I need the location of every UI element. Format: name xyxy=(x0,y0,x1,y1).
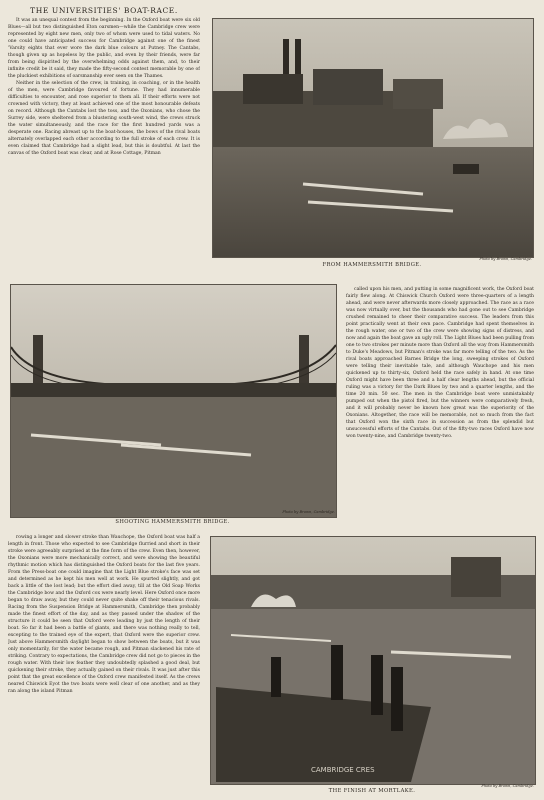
article-paragraph: rowing a longer and slower stroke than Wauchope, the Oxford boat was half a length in front. Those who expected to see Cambridge flurried and short in their stroke were agreeably surprised at the fine form of the crew. Even then, however, the Oxonians were more mechanically correct, and were showing the beautiful rhythmic motion which has distinguished the Oxford boats for the last five years. From the Press-boat one could imagine that the Light Blue stroke's face was set and determined as he kept his men well at work. He spurted slightly, and got back a little of the lost lead; but the effort died away, till at the Old Soap Works the Cambridge bow and the Oxford cox were nearly level. Here Oxford once more began to draw away, but they could never quite shake off their tenacious rivals. Racing from the Suspension Bridge at Hammersmith, Cambridge then probably made the finest effort of the day, and as they passed under the shadow of the structure it could be seen that Oxford were leading by just the length of their boat. So far it had been a battle of giants, and there was nothing really to tell, excepting to the trained eye of the expert, that Oxford were the superior crew. Just above Hammersmith daylight began to show between the boats, but it was only momentarily, for the water became rough, and Pitman slackened his rate of striking. Contrary to expectations, the Cambridge crew did not go to pieces in the rough water. With their low feather they undoubtedly splashed a good deal, but quickening their stroke, they actually gained on their rivals. It was just after this point that the great excellence of the Oxford crew manifested itself. As the crews neared Chiswick Eyot the two boats were well clear of one another, and as they ran along the island Pitman xyxy=(8,535,200,694)
article-paragraph: called upon his men, and putting in some magnificent work, the Oxford boat fairly flew along. At Chiswick Church Oxford were three-quarters of a length ahead, and were never afterwards more closely approached. The race as a race was now virtually over, but the thousands who had gone out to see Cambridge crushed remained to cheer their comparative success. The leaders from this point practically went at their own pace. Cambridge had spent themselves in the rough water, one or two of the crew were showing signs of distress, and now and again the boat gave an ugly roll. The Light Blues had been pulling from one to two strokes per minute more than Oxford all the way from Hammersmith to Duke's Meadows, but Pitman's stroke was far more telling of the two. As the rival boats approached Barnes Bridge the long, sweeping strokes of Oxford were telling their inevitable tale, and although Wauchope and his men quickened up to thirty-six, Oxford held the race safely in hand. At one time Oxford might have been three and a half clear lengths ahead, but the official ruling was a victory for the Dark Blues by two and a quarter lengths, and the time 20 min. 50 sec. The men in the Cambridge boat were unmistakably pumped out when the pistol fired, but the winners were comparatively fresh, and it will probably never be known how great was the superiority of the Oxonians. Altogether, the race will be memorable, not so much from the fact that Oxford won the sixth race in succession as from the splendid but unsuccessful efforts of the Cantabs. Out of the fifty-two races Oxford have now won twenty-nine, and Cambridge twenty-two. xyxy=(346,287,534,439)
credit-fig3: Photo by Brown, Cambridge. xyxy=(481,784,534,788)
boat-lettering: CAMBRIDGE CRES xyxy=(311,766,375,774)
article-column-1 xyxy=(8,17,200,279)
photo-from-hammersmith-bridge xyxy=(212,18,534,258)
article-title: THE UNIVERSITIES' BOAT-RACE. xyxy=(30,6,178,15)
caption-the-finish-at-mortlake: THE FINISH AT MORTLAKE. xyxy=(328,788,416,794)
photo-the-finish-at-mortlake xyxy=(210,536,536,785)
credit-fig1: Photo by Brown, Cambridge. xyxy=(479,257,532,261)
caption-from-hammersmith-bridge: FROM HAMMERSMITH BRIDGE. xyxy=(322,262,422,268)
credit-fig2: Photo by Brown, Cambridge. xyxy=(282,510,335,514)
article-column-3 xyxy=(8,534,200,794)
photo-hammersmith-scene xyxy=(213,19,533,257)
photo-shooting-hammersmith-bridge xyxy=(10,284,337,518)
article-paragraph: Neither in the selection of the crew, in training, in coaching, or in the health of the men, were Cambridge favoured of fortune. They had innumerable difficulties to encounter, and rose superior to them all. If their efforts were not crowned with victory, they at least achieved one of the most honourable defeats on record. Although the Cantabs lost the toss, and the Oxonians, who chose the Surrey side, were sheltered from a blustering south-west wind, the crews struck the water simultaneously, and the race for the first hundred yards was a desperate one. Racing abreast up to the boat-houses, the bows of the rival boats alternately overlapped each other according to the full stroke of each crew. It is even claimed that Cambridge had a slight lead, but this is doubtful. At last the canvas of the Oxford boat was clear, and at Rose Cottage, Pitman xyxy=(8,81,200,156)
photo-mortlake-scene xyxy=(211,537,535,784)
article-column-2 xyxy=(346,286,534,520)
article-paragraph: It was an unequal contest from the beginning. In the Oxford boat were six old Blues—all but two distinguished Eton oarsmen—while the Cambridge crew were represented by eight new men, only two of whom were used to tidal waters. No one could have anticipated success for Cambridge against one of the finest 'Varsity eights that ever wore the dark blue colours at Putney. The Cantabs, though given up as hopeless by the public, and even by their friends, were far from being dispirited by the overwhelming odds against them, and, to their infinite credit be it said, they made the fifty-second contest memorable by one of the pluckiest exhibitions of oarsmanship ever seen on the Thames. xyxy=(8,18,200,79)
photo-bridge-scene xyxy=(11,285,336,517)
caption-shooting-hammersmith-bridge: SHOOTING HAMMERSMITH BRIDGE. xyxy=(115,519,230,525)
